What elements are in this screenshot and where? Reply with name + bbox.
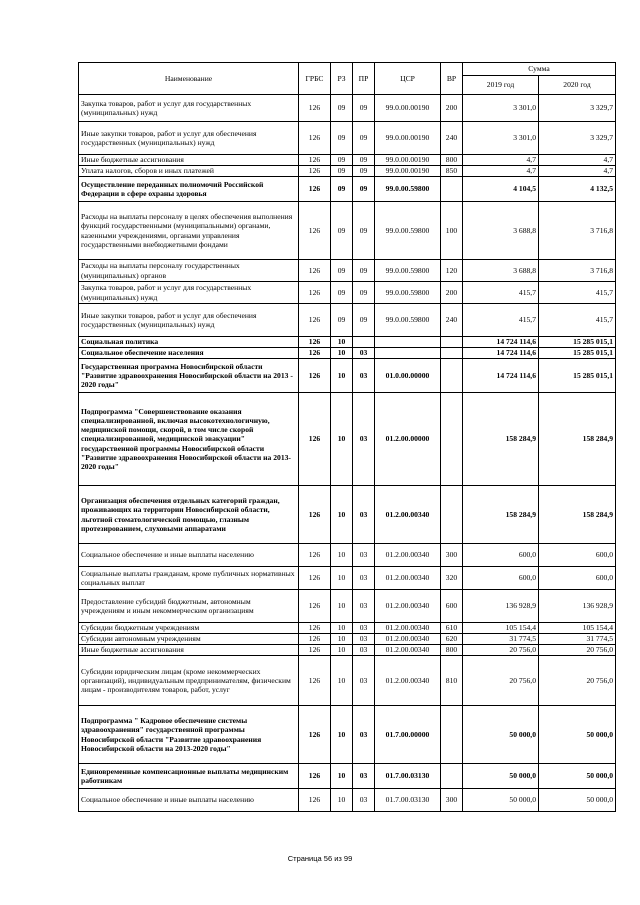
- cell-pr: 03: [353, 590, 375, 623]
- cell-vr: [441, 337, 463, 348]
- cell-vr: [441, 706, 463, 764]
- cell-csr: 99.0.00.59800: [375, 282, 441, 304]
- cell-csr: 01.2.00.00340: [375, 656, 441, 706]
- cell-vr: 240: [441, 122, 463, 155]
- cell-y2020: 20 756,0: [539, 656, 616, 706]
- cell-vr: 610: [441, 623, 463, 634]
- cell-csr: 01.2.00.00340: [375, 634, 441, 645]
- cell-pr: 03: [353, 706, 375, 764]
- cell-name: Социальная политика: [79, 337, 299, 348]
- cell-csr: 01.2.00.00340: [375, 590, 441, 623]
- cell-grbs: 126: [299, 544, 331, 567]
- cell-pr: 09: [353, 177, 375, 202]
- cell-pr: 03: [353, 348, 375, 359]
- cell-grbs: 126: [299, 348, 331, 359]
- cell-pr: 09: [353, 282, 375, 304]
- cell-rz: 10: [331, 706, 353, 764]
- cell-csr: 01.7.00.03130: [375, 764, 441, 789]
- cell-vr: 620: [441, 634, 463, 645]
- cell-grbs: 126: [299, 337, 331, 348]
- cell-grbs: 126: [299, 122, 331, 155]
- cell-grbs: 126: [299, 706, 331, 764]
- cell-vr: 850: [441, 166, 463, 177]
- cell-grbs: 126: [299, 567, 331, 590]
- cell-grbs: 126: [299, 95, 331, 122]
- cell-name: Подпрограмма " Кадровое обеспечение системы здравоохранения" государственной программы Новосибирской области "Развитие здравоохранения Новосибирской области на 2013-2020 годы": [79, 706, 299, 764]
- cell-y2020: 600,0: [539, 567, 616, 590]
- cell-csr: [375, 348, 441, 359]
- cell-rz: 10: [331, 645, 353, 656]
- cell-rz: 10: [331, 634, 353, 645]
- cell-pr: 03: [353, 567, 375, 590]
- header-pr: ПР: [353, 63, 375, 95]
- cell-rz: 10: [331, 623, 353, 634]
- cell-csr: 01.2.00.00340: [375, 567, 441, 590]
- cell-y2020: 4 132,5: [539, 177, 616, 202]
- cell-rz: 10: [331, 764, 353, 789]
- cell-y2020: 4,7: [539, 155, 616, 166]
- cell-vr: [441, 764, 463, 789]
- cell-y2019: 3 301,0: [463, 122, 539, 155]
- cell-y2020: 15 285 015,1: [539, 337, 616, 348]
- cell-y2020: 4,7: [539, 166, 616, 177]
- cell-y2019: 14 724 114,6: [463, 337, 539, 348]
- cell-vr: [441, 348, 463, 359]
- cell-name: Иные бюджетные ассигнования: [79, 645, 299, 656]
- cell-y2020: 158 284,9: [539, 486, 616, 544]
- cell-y2019: 3 301,0: [463, 95, 539, 122]
- cell-grbs: 126: [299, 260, 331, 282]
- cell-pr: 09: [353, 260, 375, 282]
- cell-vr: 800: [441, 645, 463, 656]
- cell-rz: 10: [331, 656, 353, 706]
- header-rz: РЗ: [331, 63, 353, 95]
- cell-y2019: 158 284,9: [463, 393, 539, 486]
- cell-grbs: 126: [299, 304, 331, 337]
- cell-pr: 09: [353, 155, 375, 166]
- cell-y2020: 158 284,9: [539, 393, 616, 486]
- cell-rz: 09: [331, 304, 353, 337]
- cell-grbs: 126: [299, 177, 331, 202]
- cell-y2020: 50 000,0: [539, 789, 616, 812]
- cell-vr: 200: [441, 95, 463, 122]
- cell-grbs: 126: [299, 155, 331, 166]
- cell-y2020: 3 716,8: [539, 260, 616, 282]
- cell-grbs: 126: [299, 590, 331, 623]
- cell-y2019: 600,0: [463, 567, 539, 590]
- cell-rz: 09: [331, 260, 353, 282]
- cell-csr: 01.2.00.00340: [375, 645, 441, 656]
- cell-rz: 09: [331, 95, 353, 122]
- cell-name: Социальные выплаты гражданам, кроме публичных нормативных социальных выплат: [79, 567, 299, 590]
- cell-y2020: 15 285 015,1: [539, 348, 616, 359]
- cell-y2020: 136 928,9: [539, 590, 616, 623]
- table-row: [79, 706, 616, 764]
- cell-rz: 10: [331, 393, 353, 486]
- cell-y2019: 14 724 114,6: [463, 359, 539, 393]
- cell-rz: 10: [331, 348, 353, 359]
- cell-rz: 09: [331, 166, 353, 177]
- cell-y2019: 4 104,5: [463, 177, 539, 202]
- cell-vr: 120: [441, 260, 463, 282]
- table-row: [79, 177, 616, 202]
- cell-pr: 03: [353, 789, 375, 812]
- cell-name: Расходы на выплаты персоналу в целях обеспечения выполнения функций государственными (муниципальными) органами, казенными учреждениями, органами управления государственными внебюджетными фондами: [79, 202, 299, 260]
- cell-y2019: 50 000,0: [463, 706, 539, 764]
- table-row: [79, 789, 616, 812]
- cell-csr: [375, 337, 441, 348]
- table-row: [79, 348, 616, 359]
- cell-csr: 01.2.00.00340: [375, 623, 441, 634]
- cell-y2019: 4,7: [463, 166, 539, 177]
- header-vr: ВР: [441, 63, 463, 95]
- cell-y2019: 50 000,0: [463, 764, 539, 789]
- cell-y2019: 158 284,9: [463, 486, 539, 544]
- cell-name: Закупка товаров, работ и услуг для государственных (муниципальных) нужд: [79, 95, 299, 122]
- cell-y2019: 4,7: [463, 155, 539, 166]
- cell-vr: 800: [441, 155, 463, 166]
- cell-grbs: 126: [299, 634, 331, 645]
- cell-vr: 810: [441, 656, 463, 706]
- cell-y2020: 415,7: [539, 304, 616, 337]
- cell-y2019: 20 756,0: [463, 645, 539, 656]
- cell-csr: 99.0.00.59800: [375, 202, 441, 260]
- cell-rz: 10: [331, 590, 353, 623]
- cell-y2019: 415,7: [463, 282, 539, 304]
- cell-pr: 03: [353, 486, 375, 544]
- cell-pr: 03: [353, 764, 375, 789]
- cell-y2020: 415,7: [539, 282, 616, 304]
- cell-csr: 99.0.00.59800: [375, 260, 441, 282]
- cell-rz: 10: [331, 567, 353, 590]
- cell-vr: 240: [441, 304, 463, 337]
- cell-csr: 01.2.00.00340: [375, 544, 441, 567]
- table-row: [79, 282, 616, 304]
- cell-grbs: 126: [299, 645, 331, 656]
- cell-pr: 03: [353, 359, 375, 393]
- cell-y2020: 31 774,5: [539, 634, 616, 645]
- cell-vr: 600: [441, 590, 463, 623]
- cell-vr: 200: [441, 282, 463, 304]
- page-number: Страница 56 из 99: [287, 854, 353, 863]
- cell-y2019: 136 928,9: [463, 590, 539, 623]
- cell-csr: 99.0.00.00190: [375, 122, 441, 155]
- cell-rz: 10: [331, 544, 353, 567]
- table-row: [79, 304, 616, 337]
- cell-csr: 01.7.00.00000: [375, 706, 441, 764]
- table-row: [79, 590, 616, 623]
- table-row: [79, 166, 616, 177]
- cell-rz: 09: [331, 122, 353, 155]
- table-row: [79, 359, 616, 393]
- cell-csr: 01.0.00.00000: [375, 359, 441, 393]
- cell-pr: 09: [353, 304, 375, 337]
- cell-name: Социальное обеспечение и иные выплаты населению: [79, 789, 299, 812]
- cell-y2020: 20 756,0: [539, 645, 616, 656]
- cell-rz: 10: [331, 359, 353, 393]
- cell-name: Иные закупки товаров, работ и услуг для обеспечения государственных (муниципальных) нужд: [79, 122, 299, 155]
- table-row: [79, 337, 616, 348]
- cell-name: Расходы на выплаты персоналу государственных (муниципальных) органов: [79, 260, 299, 282]
- cell-name: Социальное обеспечение населения: [79, 348, 299, 359]
- cell-pr: 03: [353, 544, 375, 567]
- cell-name: Субсидии бюджетным учреждениям: [79, 623, 299, 634]
- cell-name: Иные закупки товаров, работ и услуг для обеспечения государственных (муниципальных) нужд: [79, 304, 299, 337]
- table-row: [79, 202, 616, 260]
- cell-rz: 10: [331, 486, 353, 544]
- table-row: [79, 260, 616, 282]
- cell-name: Государственная программа Новосибирской области "Развитие здравоохранения Новосибирской области на 2013 - 2020 годы": [79, 359, 299, 393]
- cell-pr: 09: [353, 166, 375, 177]
- cell-pr: 03: [353, 645, 375, 656]
- cell-pr: 09: [353, 202, 375, 260]
- cell-vr: [441, 359, 463, 393]
- table-body: [79, 95, 616, 812]
- cell-pr: 03: [353, 623, 375, 634]
- cell-pr: 03: [353, 634, 375, 645]
- cell-csr: 99.0.00.00190: [375, 155, 441, 166]
- cell-name: Предоставление субсидий бюджетным, автономным учреждениям и иным некоммерческим организациям: [79, 590, 299, 623]
- cell-vr: 320: [441, 567, 463, 590]
- cell-vr: [441, 393, 463, 486]
- table-row: [79, 155, 616, 166]
- cell-name: Уплата налогов, сборов и иных платежей: [79, 166, 299, 177]
- header-2019: 2019 год: [463, 76, 539, 95]
- table-row: [79, 567, 616, 590]
- table-row: [79, 623, 616, 634]
- cell-vr: 100: [441, 202, 463, 260]
- cell-y2019: 14 724 114,6: [463, 348, 539, 359]
- cell-vr: [441, 486, 463, 544]
- cell-y2019: 50 000,0: [463, 789, 539, 812]
- cell-name: Подпрограмма "Совершенствование оказания специализированной, включая высокотехнологичную, медицинской помощи, скорой, в том числе скорой специализированной, медицинской эвакуации" государственной программы Новосибирской области "Развитие здравоохранения Новосибирской области на 2013-2020 годы": [79, 393, 299, 486]
- cell-grbs: 126: [299, 623, 331, 634]
- cell-name: Субсидии юридическим лицам (кроме некоммерческих организаций), индивидуальным предпринимателям, физическим лицам - производителям товаров, работ, услуг: [79, 656, 299, 706]
- cell-y2020: 600,0: [539, 544, 616, 567]
- header-name: Наименование: [79, 63, 299, 95]
- cell-csr: 01.2.00.00340: [375, 486, 441, 544]
- cell-csr: 01.2.00.00000: [375, 393, 441, 486]
- cell-grbs: 126: [299, 789, 331, 812]
- table-row: [79, 645, 616, 656]
- cell-csr: 99.0.00.00190: [375, 95, 441, 122]
- cell-y2020: 3 329,7: [539, 95, 616, 122]
- cell-rz: 09: [331, 177, 353, 202]
- cell-vr: 300: [441, 544, 463, 567]
- cell-y2019: 3 688,8: [463, 260, 539, 282]
- cell-y2019: 415,7: [463, 304, 539, 337]
- table-row: [79, 764, 616, 789]
- table-row: [79, 656, 616, 706]
- cell-grbs: 126: [299, 166, 331, 177]
- cell-name: Организация обеспечения отдельных категорий граждан, проживающих на территории Новосибирской области, льготной стоматологической помощью, глазным протезированием, слуховыми аппаратами: [79, 486, 299, 544]
- cell-y2020: 3 716,8: [539, 202, 616, 260]
- header-sum: Сумма: [463, 63, 616, 76]
- cell-vr: 300: [441, 789, 463, 812]
- cell-pr: 03: [353, 656, 375, 706]
- cell-y2020: 15 285 015,1: [539, 359, 616, 393]
- header-grbs: ГРБС: [299, 63, 331, 95]
- cell-rz: 09: [331, 155, 353, 166]
- budget-table: [78, 62, 616, 812]
- cell-y2019: 600,0: [463, 544, 539, 567]
- table-row: [79, 634, 616, 645]
- cell-name: Субсидии автономным учреждениям: [79, 634, 299, 645]
- cell-csr: 99.0.00.59800: [375, 304, 441, 337]
- table-row: [79, 95, 616, 122]
- table-row: [79, 393, 616, 486]
- cell-csr: 99.0.00.00190: [375, 166, 441, 177]
- table-row: [79, 544, 616, 567]
- cell-y2020: 50 000,0: [539, 706, 616, 764]
- cell-y2019: 20 756,0: [463, 656, 539, 706]
- cell-y2020: 3 329,7: [539, 122, 616, 155]
- cell-y2019: 31 774,5: [463, 634, 539, 645]
- cell-grbs: 126: [299, 393, 331, 486]
- cell-rz: 10: [331, 337, 353, 348]
- cell-rz: 09: [331, 202, 353, 260]
- cell-y2020: 105 154,4: [539, 623, 616, 634]
- cell-y2019: 105 154,4: [463, 623, 539, 634]
- cell-name: Закупка товаров, работ и услуг для государственных (муниципальных) нужд: [79, 282, 299, 304]
- cell-pr: [353, 337, 375, 348]
- cell-grbs: 126: [299, 202, 331, 260]
- cell-y2019: 3 688,8: [463, 202, 539, 260]
- cell-grbs: 126: [299, 656, 331, 706]
- cell-csr: 01.7.00.03130: [375, 789, 441, 812]
- cell-grbs: 126: [299, 359, 331, 393]
- table-row: [79, 486, 616, 544]
- cell-rz: 09: [331, 282, 353, 304]
- cell-name: Единовременные компенсационные выплаты медицинским работникам: [79, 764, 299, 789]
- header-2020: 2020 год: [539, 76, 616, 95]
- cell-grbs: 126: [299, 282, 331, 304]
- cell-name: Осуществление переданных полномочий Российской Федерации в сфере охраны здоровья: [79, 177, 299, 202]
- table-row: [79, 122, 616, 155]
- cell-pr: 09: [353, 122, 375, 155]
- cell-csr: 99.0.00.59800: [375, 177, 441, 202]
- cell-grbs: 126: [299, 764, 331, 789]
- cell-rz: 10: [331, 789, 353, 812]
- cell-name: Иные бюджетные ассигнования: [79, 155, 299, 166]
- cell-name: Социальное обеспечение и иные выплаты населению: [79, 544, 299, 567]
- cell-vr: [441, 177, 463, 202]
- cell-pr: 03: [353, 393, 375, 486]
- cell-grbs: 126: [299, 486, 331, 544]
- cell-pr: 09: [353, 95, 375, 122]
- header-csr: ЦСР: [375, 63, 441, 95]
- cell-y2020: 50 000,0: [539, 764, 616, 789]
